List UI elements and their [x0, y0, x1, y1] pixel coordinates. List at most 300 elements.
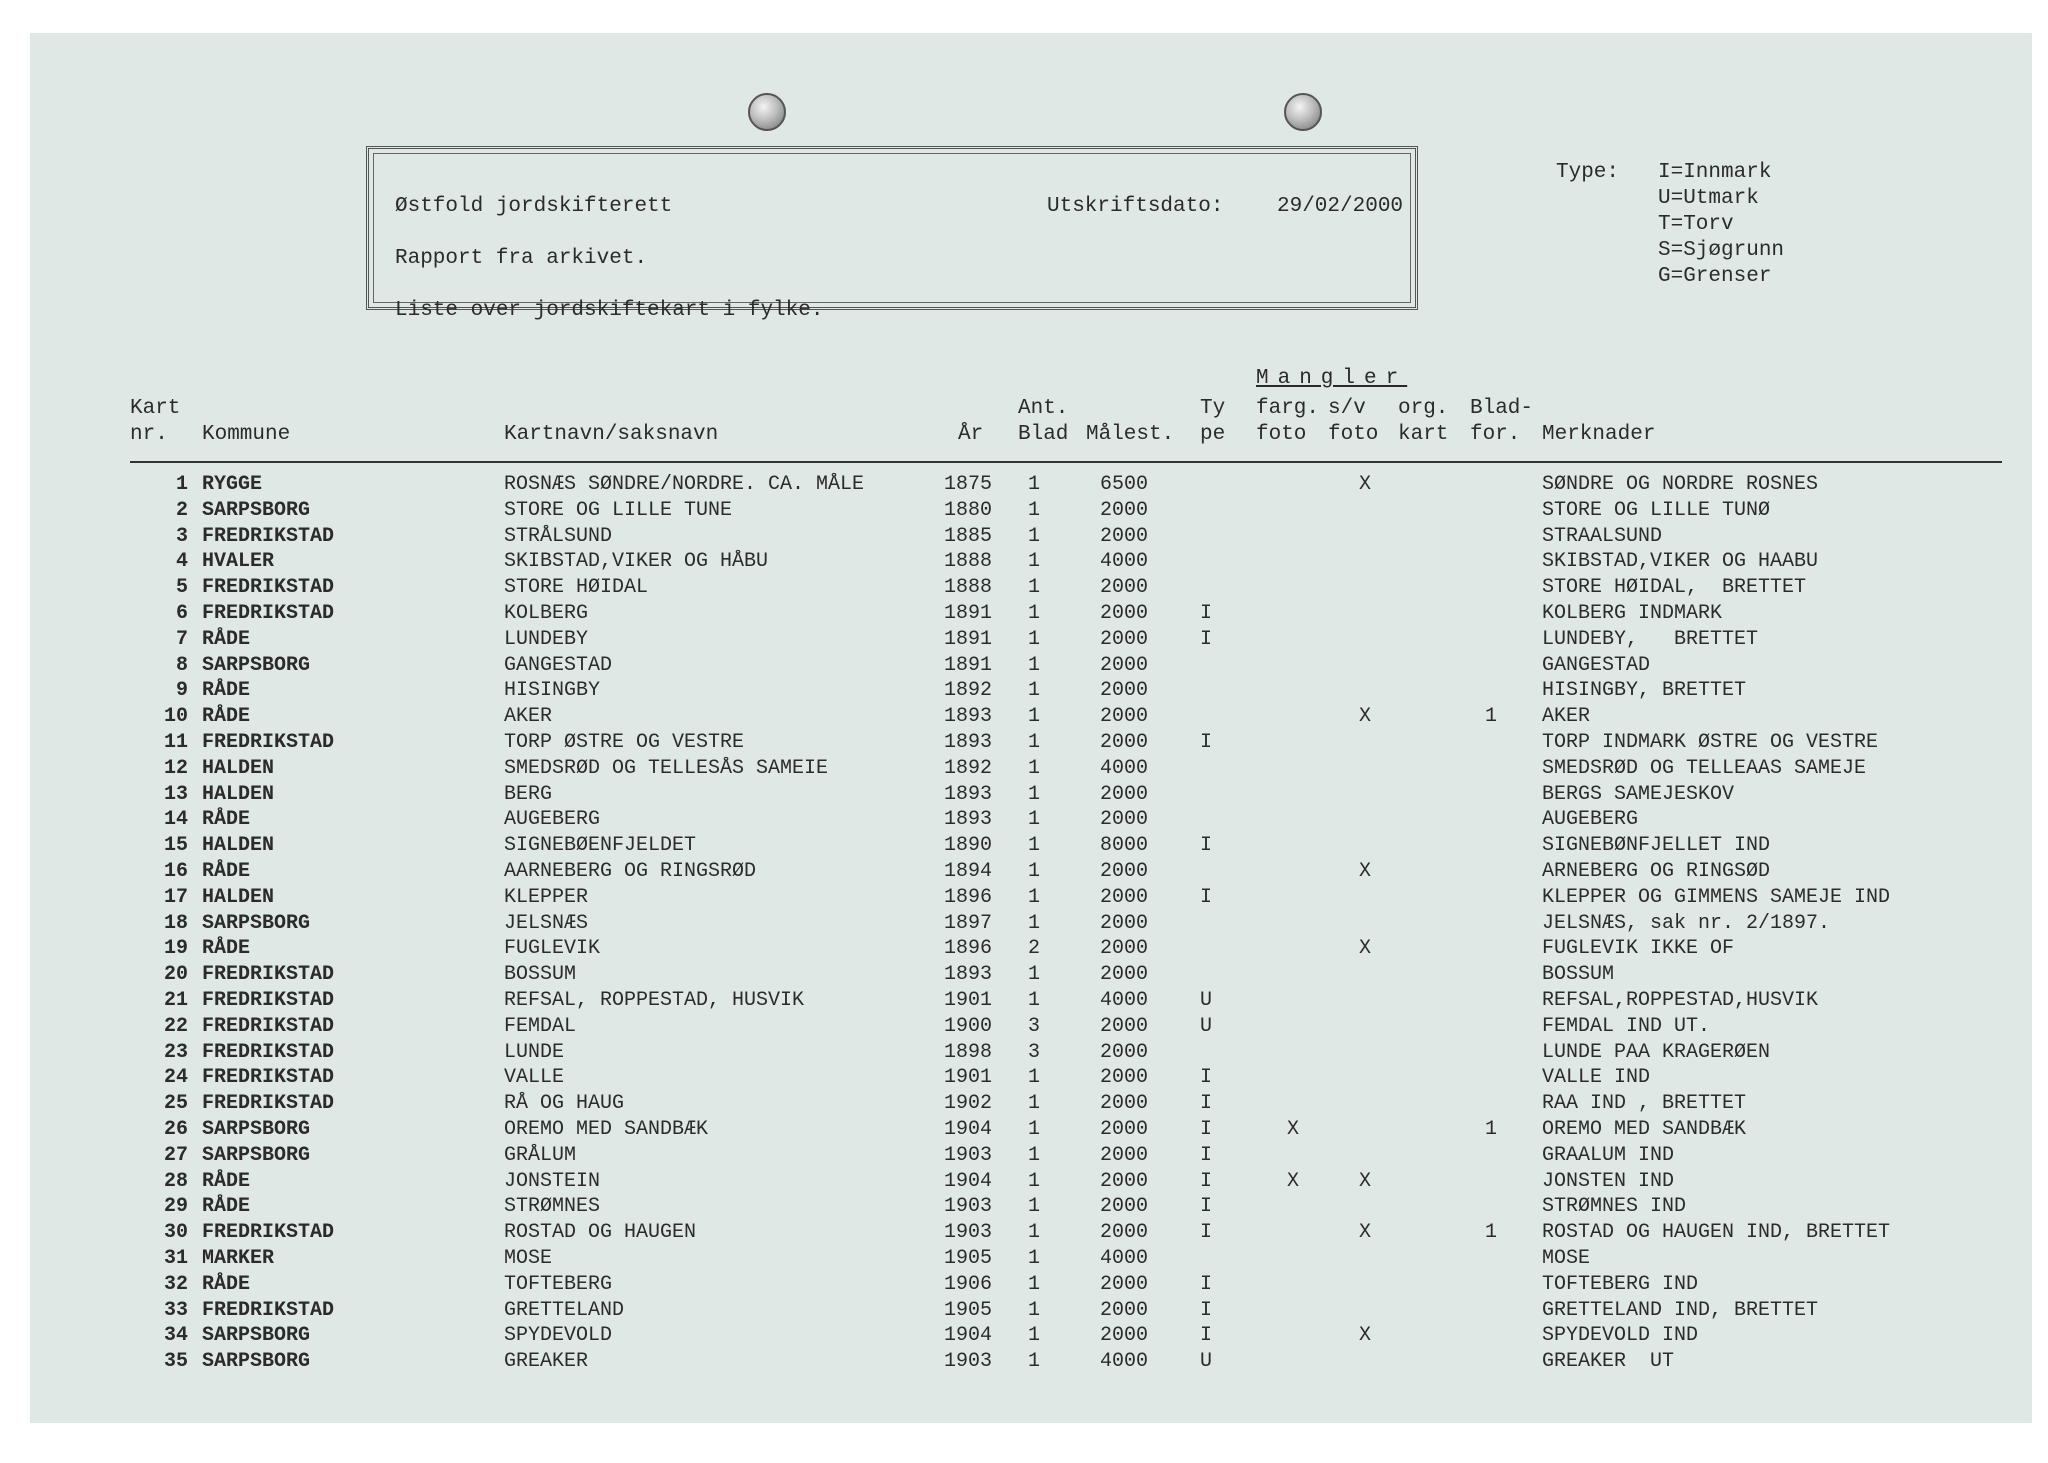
cell-merknad: KOLBERG INDMARK [1542, 601, 1723, 625]
cell-ar: 1880 [944, 498, 993, 522]
cell-kommune: RÅDE [202, 705, 251, 729]
table-row [30, 1273, 2032, 1299]
cell-blad: 1 [1028, 1350, 1041, 1374]
cell-ar: 1904 [944, 1324, 993, 1348]
cell-nr: 12 [163, 756, 188, 780]
cell-malest: 2000 [1100, 937, 1149, 961]
table-row [30, 808, 2032, 834]
cell-merknad: TOFTEBERG IND [1542, 1272, 1699, 1296]
cell-kartnavn: TORP ØSTRE OG VESTRE [504, 730, 745, 754]
cell-kartnavn: SMEDSRØD OG TELLESÅS SAMEIE [504, 756, 829, 780]
table-row [30, 1092, 2032, 1118]
cell-malest: 2000 [1100, 653, 1149, 677]
cell-blad: 1 [1028, 1195, 1041, 1219]
cell-malest: 4000 [1100, 1350, 1149, 1374]
table-row [30, 1170, 2032, 1196]
kart-table-body [30, 473, 2032, 1376]
table-row [30, 1015, 2032, 1041]
cell-blad: 1 [1028, 498, 1041, 522]
cell-kartnavn: GANGESTAD [504, 653, 613, 677]
cell-merknad: GRETTELAND IND, BRETTET [1542, 1298, 1819, 1322]
cell-merknad: ROSTAD OG HAUGEN IND, BRETTET [1542, 1221, 1891, 1245]
cell-type: U [1200, 1014, 1213, 1038]
header-box-inner-border [373, 153, 1411, 303]
cell-kartnavn: SPYDEVOLD [504, 1324, 613, 1348]
cell-blad-for: 1 [1485, 1221, 1498, 1245]
cell-merknad: AKER [1542, 705, 1591, 729]
cell-nr: 33 [163, 1298, 188, 1322]
cell-merknad: TORP INDMARK ØSTRE OG VESTRE [1542, 730, 1879, 754]
table-row [30, 628, 2032, 654]
mangler-heading: Mangler [1256, 367, 1408, 390]
table-row [30, 1066, 2032, 1092]
header-print-date: 29/02/2000 [1277, 195, 1404, 218]
cell-malest: 2000 [1100, 1324, 1149, 1348]
cell-ar: 1904 [944, 1117, 993, 1141]
cell-type: I [1200, 885, 1213, 909]
cell-malest: 2000 [1100, 730, 1149, 754]
cell-malest: 2000 [1100, 782, 1149, 806]
cell-malest: 4000 [1100, 1246, 1149, 1270]
cell-blad: 1 [1028, 1092, 1041, 1116]
cell-farg-foto: X [1287, 1117, 1300, 1141]
document-sheet [30, 33, 2032, 1423]
cell-merknad: OREMO MED SANDBÆK [1542, 1117, 1747, 1141]
col-sv-line2: foto [1328, 423, 1379, 446]
cell-kommune: RYGGE [202, 473, 263, 496]
cell-nr: 16 [163, 859, 188, 883]
cell-blad: 1 [1028, 1272, 1041, 1296]
cell-farg-foto: X [1287, 1169, 1300, 1193]
cell-kartnavn: SKIBSTAD,VIKER OG HÅBU [504, 550, 769, 574]
cell-ar: 1903 [944, 1350, 993, 1374]
cell-merknad: STORE OG LILLE TUNØ [1542, 498, 1771, 522]
cell-kommune: RÅDE [202, 1272, 251, 1296]
cell-blad: 1 [1028, 1246, 1041, 1270]
cell-type: I [1200, 834, 1213, 858]
cell-malest: 2000 [1100, 1272, 1149, 1296]
cell-merknad: RAA IND , BRETTET [1542, 1092, 1747, 1116]
cell-merknad: KLEPPER OG GIMMENS SAMEJE IND [1542, 885, 1891, 909]
col-ty-line2: pe [1200, 423, 1226, 446]
cell-type: I [1200, 730, 1213, 754]
cell-kommune: SARPSBORG [202, 911, 311, 935]
cell-ar: 1892 [944, 756, 993, 780]
table-row [30, 912, 2032, 938]
cell-blad: 1 [1028, 885, 1041, 909]
col-malest: Målest. [1086, 423, 1175, 446]
cell-nr: 19 [163, 937, 188, 961]
cell-type: I [1200, 1195, 1213, 1219]
cell-malest: 2000 [1100, 498, 1149, 522]
cell-kommune: RÅDE [202, 627, 251, 651]
cell-nr: 6 [175, 601, 188, 625]
header-rule [130, 461, 2002, 463]
cell-nr: 28 [163, 1169, 188, 1193]
cell-type: I [1200, 601, 1213, 625]
cell-kartnavn: KLEPPER [504, 885, 589, 909]
cell-blad: 1 [1028, 782, 1041, 806]
cell-ar: 1896 [944, 937, 993, 961]
cell-type: U [1200, 988, 1213, 1012]
cell-malest: 2000 [1100, 1195, 1149, 1219]
cell-nr: 14 [163, 808, 188, 832]
table-row [30, 731, 2032, 757]
cell-kartnavn: JELSNÆS [504, 911, 589, 935]
cell-sv-foto: X [1359, 1324, 1372, 1348]
cell-sv-foto: X [1359, 1221, 1372, 1245]
cell-ar: 1885 [944, 524, 993, 548]
col-kart-line2: nr. [130, 423, 168, 446]
cell-blad: 1 [1028, 756, 1041, 780]
cell-merknad: BOSSUM [1542, 963, 1615, 987]
cell-type: I [1200, 1092, 1213, 1116]
col-blad-line2: for. [1470, 423, 1521, 446]
col-kart-line1: Kart [130, 397, 181, 420]
cell-kartnavn: GRÅLUM [504, 1143, 577, 1167]
cell-ar: 1891 [944, 627, 993, 651]
cell-kommune: RÅDE [202, 937, 251, 961]
cell-sv-foto: X [1359, 705, 1372, 729]
cell-blad: 1 [1028, 730, 1041, 754]
cell-malest: 4000 [1100, 988, 1149, 1012]
table-row [30, 679, 2032, 705]
type-legend-item: G=Grenser [1658, 265, 1772, 288]
type-legend-label: Type: [1556, 161, 1620, 184]
cell-kartnavn: LUNDEBY [504, 627, 589, 651]
cell-ar: 1893 [944, 705, 993, 729]
cell-nr: 18 [163, 911, 188, 935]
cell-kommune: SARPSBORG [202, 653, 311, 677]
cell-merknad: GANGESTAD [1542, 653, 1651, 677]
cell-blad-for: 1 [1485, 705, 1498, 729]
cell-kommune: RÅDE [202, 859, 251, 883]
cell-malest: 2000 [1100, 679, 1149, 703]
cell-nr: 26 [163, 1117, 188, 1141]
cell-kartnavn: KOLBERG [504, 601, 589, 625]
cell-merknad: SØNDRE OG NORDRE ROSNES [1542, 473, 1819, 496]
cell-type: I [1200, 1221, 1213, 1245]
cell-ar: 1891 [944, 653, 993, 677]
cell-kartnavn: SIGNEBØENFJELDET [504, 834, 697, 858]
cell-merknad: SIGNEBØNFJELLET IND [1542, 834, 1771, 858]
col-org-line1: org. [1398, 397, 1449, 420]
cell-kartnavn: GREAKER [504, 1350, 589, 1374]
cell-kartnavn: STORE HØIDAL [504, 576, 649, 600]
cell-kartnavn: VALLE [504, 1066, 565, 1090]
cell-kartnavn: JONSTEIN [504, 1169, 601, 1193]
cell-merknad: MOSE [1542, 1246, 1591, 1270]
cell-merknad: LUNDEBY, BRETTET [1542, 627, 1759, 651]
cell-malest: 2000 [1100, 1040, 1149, 1064]
cell-ar: 1903 [944, 1143, 993, 1167]
cell-kommune: MARKER [202, 1246, 275, 1270]
cell-malest: 2000 [1100, 885, 1149, 909]
cell-malest: 4000 [1100, 756, 1149, 780]
cell-malest: 2000 [1100, 1066, 1149, 1090]
cell-sv-foto: X [1359, 859, 1372, 883]
cell-kommune: SARPSBORG [202, 1350, 311, 1374]
cell-blad: 1 [1028, 834, 1041, 858]
cell-nr: 4 [175, 550, 188, 574]
cell-malest: 2000 [1100, 1169, 1149, 1193]
cell-nr: 25 [163, 1092, 188, 1116]
cell-blad: 1 [1028, 601, 1041, 625]
cell-type: I [1200, 1117, 1213, 1141]
cell-blad: 1 [1028, 988, 1041, 1012]
cell-ar: 1892 [944, 679, 993, 703]
cell-nr: 2 [175, 498, 188, 522]
header-org: Østfold jordskifterett [395, 195, 673, 218]
cell-ar: 1898 [944, 1040, 993, 1064]
cell-ar: 1900 [944, 1014, 993, 1038]
cell-blad: 1 [1028, 550, 1041, 574]
cell-sv-foto: X [1359, 937, 1372, 961]
table-row [30, 886, 2032, 912]
cell-merknad: ARNEBERG OG RINGSØD [1542, 859, 1771, 883]
cell-kartnavn: FEMDAL [504, 1014, 577, 1038]
cell-malest: 2000 [1100, 627, 1149, 651]
header-box [366, 146, 1418, 322]
cell-nr: 24 [163, 1066, 188, 1090]
cell-kartnavn: GRETTELAND [504, 1298, 625, 1322]
type-legend-item: I=Innmark [1658, 161, 1772, 184]
cell-kommune: FREDRIKSTAD [202, 576, 335, 600]
cell-merknad: SKIBSTAD,VIKER OG HAABU [1542, 550, 1819, 574]
cell-blad: 3 [1028, 1014, 1041, 1038]
cell-blad: 1 [1028, 524, 1041, 548]
cell-nr: 1 [175, 473, 188, 496]
cell-kartnavn: AKER [504, 705, 553, 729]
cell-malest: 2000 [1100, 601, 1149, 625]
cell-nr: 3 [175, 524, 188, 548]
cell-blad: 1 [1028, 963, 1041, 987]
type-legend-item: S=Sjøgrunn [1658, 239, 1785, 262]
header-print-label: Utskriftsdato: [1047, 195, 1224, 218]
table-row [30, 576, 2032, 602]
table-row [30, 1247, 2032, 1273]
cell-kommune: SARPSBORG [202, 1324, 311, 1348]
punch-hole-left [748, 93, 786, 131]
table-row [30, 550, 2032, 576]
cell-kommune: SARPSBORG [202, 1117, 311, 1141]
table-row [30, 1299, 2032, 1325]
cell-nr: 34 [163, 1324, 188, 1348]
cell-blad: 1 [1028, 1221, 1041, 1245]
cell-kartnavn: TOFTEBERG [504, 1272, 613, 1296]
cell-ar: 1893 [944, 963, 993, 987]
cell-nr: 23 [163, 1040, 188, 1064]
col-kartnavn: Kartnavn/saksnavn [504, 423, 719, 446]
table-row [30, 473, 2032, 499]
table-row [30, 937, 2032, 963]
cell-kartnavn: BOSSUM [504, 963, 577, 987]
table-row [30, 602, 2032, 628]
cell-blad: 1 [1028, 1117, 1041, 1141]
cell-ar: 1906 [944, 1272, 993, 1296]
table-row [30, 1144, 2032, 1170]
cell-ar: 1896 [944, 885, 993, 909]
cell-malest: 2000 [1100, 808, 1149, 832]
cell-blad: 1 [1028, 808, 1041, 832]
cell-nr: 30 [163, 1221, 188, 1245]
cell-merknad: VALLE IND [1542, 1066, 1651, 1090]
cell-kommune: SARPSBORG [202, 498, 311, 522]
cell-malest: 2000 [1100, 1014, 1149, 1038]
cell-malest: 2000 [1100, 1117, 1149, 1141]
cell-kommune: HALDEN [202, 756, 275, 780]
cell-kartnavn: STORE OG LILLE TUNE [504, 498, 733, 522]
cell-type: I [1200, 1272, 1213, 1296]
table-row [30, 499, 2032, 525]
cell-malest: 2000 [1100, 859, 1149, 883]
cell-kartnavn: RÅ OG HAUG [504, 1092, 625, 1116]
cell-kommune: RÅDE [202, 1195, 251, 1219]
table-row [30, 989, 2032, 1015]
cell-type: I [1200, 1169, 1213, 1193]
cell-ar: 1894 [944, 859, 993, 883]
cell-sv-foto: X [1359, 473, 1372, 496]
cell-blad: 1 [1028, 653, 1041, 677]
cell-kartnavn: FUGLEVIK [504, 937, 601, 961]
cell-kartnavn: OREMO MED SANDBÆK [504, 1117, 709, 1141]
cell-nr: 10 [163, 705, 188, 729]
cell-blad-for: 1 [1485, 1117, 1498, 1141]
cell-nr: 22 [163, 1014, 188, 1038]
cell-nr: 31 [163, 1246, 188, 1270]
cell-ar: 1897 [944, 911, 993, 935]
cell-merknad: LUNDE PAA KRAGERØEN [1542, 1040, 1771, 1064]
cell-blad: 3 [1028, 1040, 1041, 1064]
cell-blad: 1 [1028, 911, 1041, 935]
cell-blad: 1 [1028, 705, 1041, 729]
cell-malest: 2000 [1100, 1092, 1149, 1116]
cell-malest: 2000 [1100, 705, 1149, 729]
cell-kommune: FREDRIKSTAD [202, 1298, 335, 1322]
table-row [30, 757, 2032, 783]
cell-kommune: HALDEN [202, 834, 275, 858]
col-farg-line1: farg. [1256, 397, 1320, 420]
table-row [30, 1221, 2032, 1247]
type-legend-item: U=Utmark [1658, 187, 1759, 210]
cell-merknad: BERGS SAMEJESKOV [1542, 782, 1735, 806]
cell-type: I [1200, 1324, 1213, 1348]
cell-malest: 2000 [1100, 1221, 1149, 1245]
cell-kommune: FREDRIKSTAD [202, 963, 335, 987]
cell-merknad: FEMDAL IND UT. [1542, 1014, 1711, 1038]
cell-kommune: FREDRIKSTAD [202, 1221, 335, 1245]
cell-kommune: FREDRIKSTAD [202, 601, 335, 625]
cell-kartnavn: ROSTAD OG HAUGEN [504, 1221, 697, 1245]
cell-nr: 8 [175, 653, 188, 677]
col-ant-line1: Ant. [1018, 397, 1069, 420]
cell-merknad: GREAKER UT [1542, 1350, 1675, 1374]
cell-ar: 1891 [944, 601, 993, 625]
cell-blad: 2 [1028, 937, 1041, 961]
col-sv-line1: s/v [1328, 397, 1366, 420]
cell-nr: 29 [163, 1195, 188, 1219]
table-row [30, 525, 2032, 551]
cell-nr: 27 [163, 1143, 188, 1167]
cell-malest: 2000 [1100, 524, 1149, 548]
cell-kartnavn: ROSNÆS SØNDRE/NORDRE. CA. MÅLE [504, 473, 865, 496]
cell-kommune: FREDRIKSTAD [202, 730, 335, 754]
cell-kommune: HALDEN [202, 782, 275, 806]
table-row [30, 963, 2032, 989]
cell-ar: 1888 [944, 576, 993, 600]
header-list-line: Liste over jordskiftekart i fylke. [395, 299, 824, 322]
cell-kommune: FREDRIKSTAD [202, 988, 335, 1012]
table-row [30, 1041, 2032, 1067]
cell-ar: 1905 [944, 1298, 993, 1322]
cell-blad: 1 [1028, 1143, 1041, 1167]
cell-type: I [1200, 1066, 1213, 1090]
cell-type: U [1200, 1350, 1213, 1374]
cell-malest: 2000 [1100, 911, 1149, 935]
cell-kommune: HVALER [202, 550, 275, 574]
cell-kartnavn: LUNDE [504, 1040, 565, 1064]
cell-merknad: STORE HØIDAL, BRETTET [1542, 576, 1807, 600]
cell-kommune: HALDEN [202, 885, 275, 909]
cell-blad: 1 [1028, 679, 1041, 703]
cell-merknad: SPYDEVOLD IND [1542, 1324, 1699, 1348]
cell-malest: 6500 [1100, 473, 1149, 496]
cell-kartnavn: AARNEBERG OG RINGSRØD [504, 859, 757, 883]
cell-kommune: FREDRIKSTAD [202, 524, 335, 548]
cell-ar: 1903 [944, 1195, 993, 1219]
cell-ar: 1893 [944, 730, 993, 754]
cell-merknad: STRAALSUND [1542, 524, 1663, 548]
cell-nr: 5 [175, 576, 188, 600]
cell-ar: 1901 [944, 988, 993, 1012]
cell-kartnavn: MOSE [504, 1246, 553, 1270]
col-ty-line1: Ty [1200, 397, 1226, 420]
cell-kommune: FREDRIKSTAD [202, 1066, 335, 1090]
cell-ar: 1901 [944, 1066, 993, 1090]
cell-nr: 21 [163, 988, 188, 1012]
cell-malest: 4000 [1100, 550, 1149, 574]
cell-kartnavn: HISINGBY [504, 679, 601, 703]
col-farg-line2: foto [1256, 423, 1307, 446]
cell-blad: 1 [1028, 1324, 1041, 1348]
cell-kartnavn: STRÅLSUND [504, 524, 613, 548]
cell-ar: 1888 [944, 550, 993, 574]
table-row [30, 654, 2032, 680]
col-ant-line2: Blad [1018, 423, 1069, 446]
col-merknader: Merknader [1542, 423, 1656, 446]
cell-merknad: JELSNÆS, sak nr. 2/1897. [1542, 911, 1831, 935]
table-row [30, 783, 2032, 809]
cell-type: I [1200, 627, 1213, 651]
table-row [30, 1118, 2032, 1144]
col-blad-line1: Blad- [1470, 397, 1534, 420]
cell-merknad: SMEDSRØD OG TELLEAAS SAMEJE [1542, 756, 1867, 780]
cell-sv-foto: X [1359, 1169, 1372, 1193]
cell-blad: 1 [1028, 859, 1041, 883]
cell-type: I [1200, 1298, 1213, 1322]
cell-blad: 1 [1028, 1169, 1041, 1193]
cell-kommune: FREDRIKSTAD [202, 1040, 335, 1064]
cell-malest: 8000 [1100, 834, 1149, 858]
cell-ar: 1902 [944, 1092, 993, 1116]
header-report-line: Rapport fra arkivet. [395, 247, 648, 270]
cell-blad: 1 [1028, 1066, 1041, 1090]
cell-malest: 2000 [1100, 1143, 1149, 1167]
table-row [30, 1324, 2032, 1350]
cell-kommune: RÅDE [202, 679, 251, 703]
cell-merknad: GRAALUM IND [1542, 1143, 1675, 1167]
cell-blad: 1 [1028, 473, 1041, 496]
